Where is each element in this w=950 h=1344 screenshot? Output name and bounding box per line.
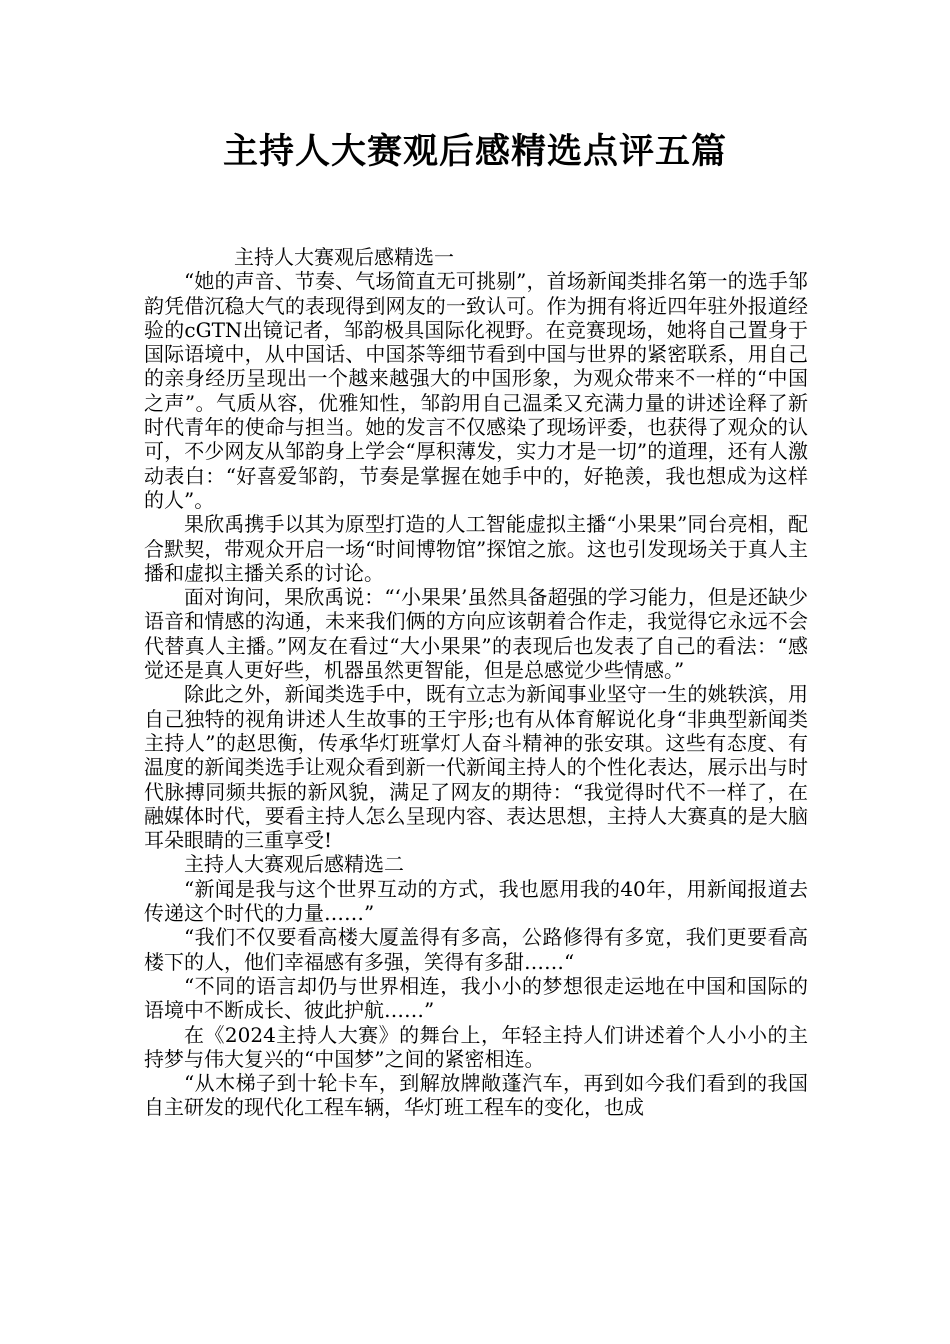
body-paragraph: “从木梯子到十轮卡车，到解放牌敞蓬汽车，再到如今我们看到的我国自主研发的现代化工程车辆，华灯班工程车的变化，也成 [144,1071,808,1120]
document-title: 主持人大赛观后感精选点评五篇 [222,132,727,172]
document-body [144,245,808,1120]
body-paragraph: 在《2024主持人大赛》的舞台上，年轻主持人们讲述着个人小小的主持梦与伟大复兴的“中国梦”之间的紧密相连。 [144,1022,808,1071]
section-heading-2: 主持人大赛观后感精选二 [184,852,404,877]
body-paragraph: 果欣禹携手以其为原型打造的人工智能虚拟主播“小果果”同台亮相，配合默契，带观众开启一场“时间博物馆”探馆之旅。这也引发现场关于真人主播和虚拟主播关系的讨论。 [144,512,808,585]
body-paragraph: 面对询问，果欣禹说：“‘小果果’虽然具备超强的学习能力，但是还缺少语音和情感的沟通，未来我们俩的方向应该朝着合作走，我觉得它永远不会代替真人主播。”网友在看过“大小果果”的表现后也发表了自己的看法：“感觉还是真人更好些，机器虽然更智能，但是总感觉少些情感。” [144,585,808,683]
body-paragraph: 除此之外，新闻类选手中，既有立志为新闻事业坚守一生的姚轶滨，用自己独特的视角讲述人生故事的王宇彤;也有从体育解说化身“非典型新闻类主持人”的赵思衡，传承华灯班掌灯人奋斗精神的张安琪。这些有态度、有温度的新闻类选手让观众看到新一代新闻主持人的个性化表达，展示出与时代脉搏同频共振的新风貌，满足了网友的期待：“我觉得时代不一样了，在融媒体时代，要看主持人怎么呈现内容、表达思想，主持人大赛真的是大脑耳朵眼睛的三重享受! [144,682,808,853]
body-paragraph: “不同的语言却仍与世界相连，我小小的梦想很走运地在中国和国际的语境中不断成长、彼此护航……” [144,973,808,1023]
body-paragraph: “我们不仅要看高楼大厦盖得有多高，公路修得有多宽，我们更要看高楼下的人，他们幸福感有多强，笑得有多甜……“ [144,925,808,974]
body-paragraph: “新闻是我与这个世界互动的方式，我也愿用我的40年，用新闻报道去传递这个时代的力量……” [144,876,808,926]
body-paragraph: “她的声音、节奏、气场简直无可挑剔”，首场新闻类排名第一的选手邹韵凭借沉稳大气的表现得到网友的一致认可。作为拥有将近四年驻外报道经验的cGTN出镜记者，邹韵极具国际化视野。在竞赛现场，她将自己置身于国际语境中，从中国话、中国茶等细节看到中国与世界的紧密联系，用自己的亲身经历呈现出一个越来越强大的中国形象，为观众带来不一样的“中国之声”。气质从容，优雅知性，邹韵用自己温柔又充满力量的讲述诠释了新时代青年的使命与担当。她的发言不仅感染了现场评委，也获得了观众的认可，不少网友从邹韵身上学会“厚积薄发，实力才是一切”的道理，还有人激动表白：“好喜爱邹韵，节奏是掌握在她手中的，好艳羡，我也想成为这样的人”。 [144,269,808,512]
section-heading-1: 主持人大赛观后感精选一 [234,245,454,269]
